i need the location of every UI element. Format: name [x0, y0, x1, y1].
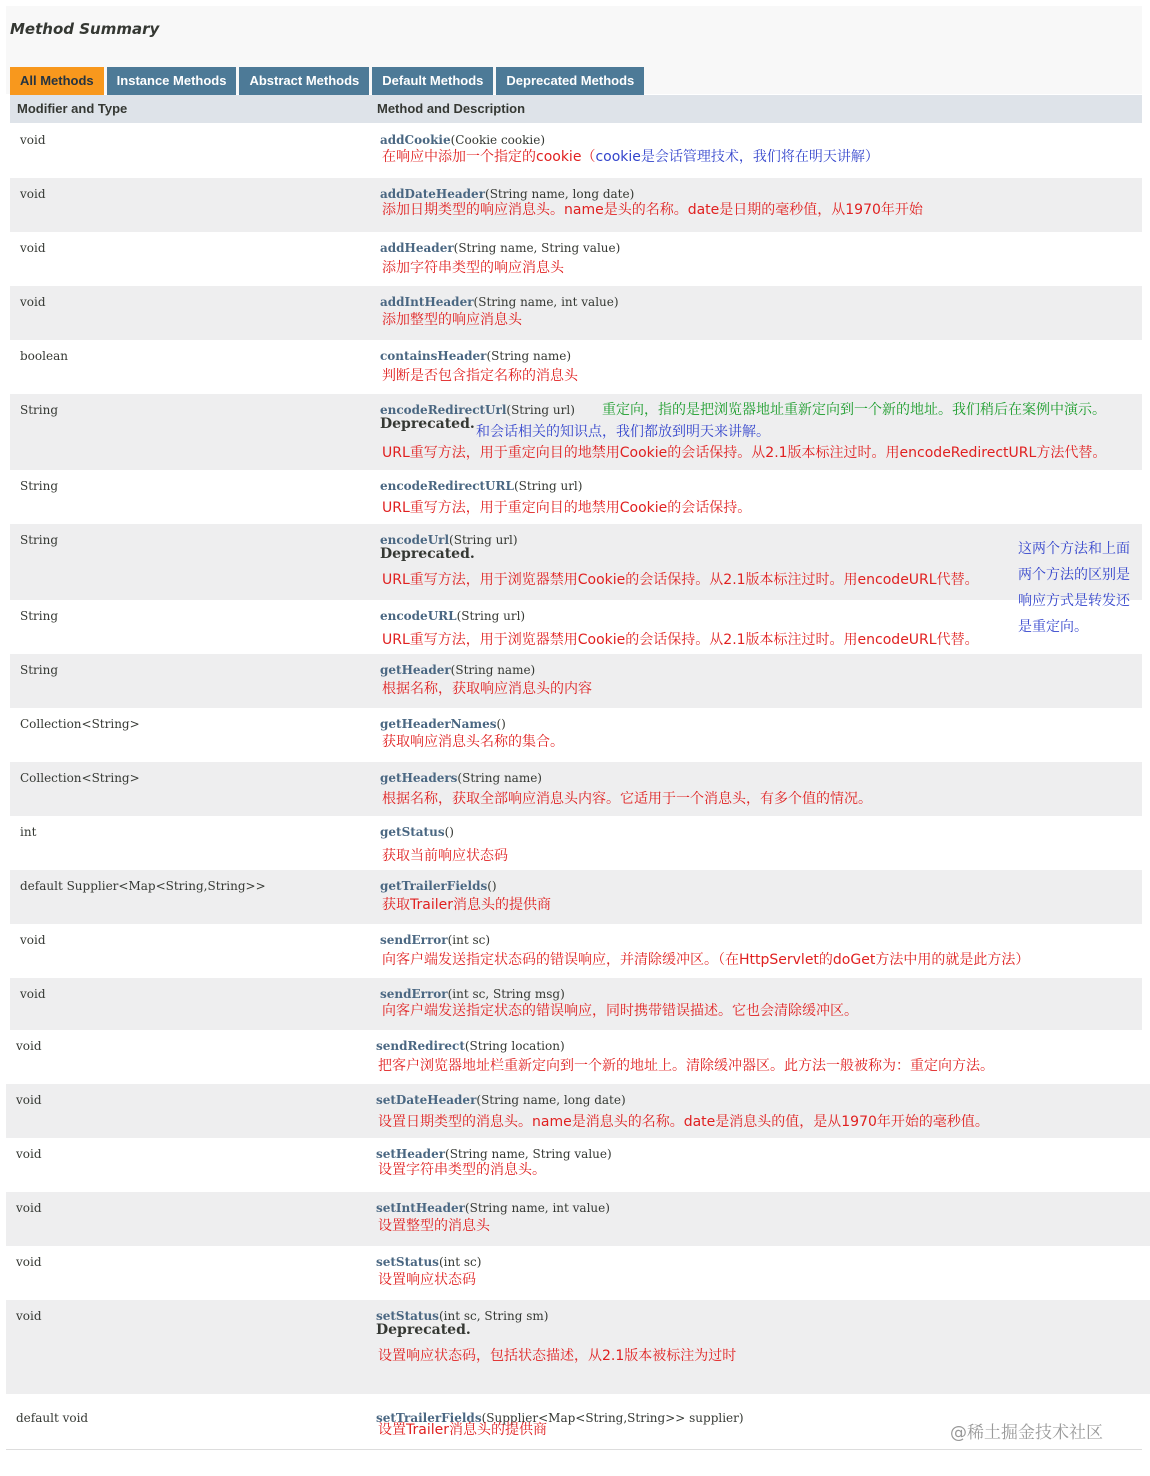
table-row [10, 178, 1142, 232]
method-description [378, 1419, 547, 1439]
method-params: () [444, 825, 454, 839]
method-name-link[interactable]: setTrailerFields [376, 1411, 482, 1425]
description-text: 设置响应状态码 [378, 1272, 476, 1288]
modifier-type: default void [16, 1411, 89, 1425]
table-row [6, 1084, 1150, 1138]
method-description [382, 309, 522, 329]
table-row [10, 654, 1142, 708]
method-description [378, 1215, 490, 1235]
method-params: (String name, String value) [445, 1147, 612, 1161]
method-name-link[interactable]: addIntHeader [380, 295, 474, 309]
method-name-link[interactable]: sendError [380, 987, 448, 1001]
method-description [382, 788, 872, 808]
description-text: 在响应中添加一个指定的cookie（ [382, 149, 596, 165]
method-signature [380, 825, 454, 839]
method-signature [380, 479, 582, 493]
method-params: (String name, String value) [453, 241, 621, 255]
method-signature [380, 295, 619, 309]
description-text: URL重写方法，用于重定向目的地禁用Cookie的会话保持。从2.1版本标注过时。用encodeRedirectURL方法代替。 [382, 445, 1107, 461]
modifier-type: void [20, 987, 46, 1001]
annotation-redirect-note: 重定向，指的是把浏览器地址重新定向到一个新的地址。我们稍后在案例中演示。 [602, 402, 1106, 418]
tab-abstract-methods[interactable]: Abstract Methods [239, 67, 369, 95]
method-description [382, 569, 979, 589]
description-text: 判断是否包含指定名称的消息头 [382, 368, 578, 384]
method-description [382, 678, 592, 698]
method-description [378, 1159, 546, 1179]
method-params: (String name) [457, 771, 542, 785]
method-description [382, 497, 751, 517]
method-params: (String name, long date) [485, 187, 635, 201]
method-description [378, 1111, 989, 1131]
modifier-type: boolean [20, 349, 68, 363]
tab-all-methods[interactable]: All Methods [10, 67, 104, 95]
method-name-link[interactable]: addDateHeader [380, 187, 486, 201]
description-text: 向客户端发送指定状态码的错误响应，并清除缓冲区。（在HttpServlet的doGet方法中用的就是此方法） [382, 952, 1030, 968]
page-title: Method Summary [10, 20, 160, 38]
method-signature [380, 879, 497, 893]
modifier-type: void [20, 295, 46, 309]
method-description [382, 146, 879, 166]
modifier-type: Collection<String> [20, 717, 140, 731]
method-params: (Cookie cookie) [450, 133, 546, 147]
table-row [10, 708, 1142, 762]
method-description [382, 731, 564, 751]
method-params: (String location) [464, 1039, 565, 1053]
modifier-type: void [20, 133, 46, 147]
method-description [382, 442, 1106, 462]
method-params: (String name) [450, 663, 536, 677]
method-description [378, 1055, 994, 1075]
column-header-modifier: Modifier and Type [17, 101, 128, 116]
table-row [10, 870, 1142, 924]
method-name-link[interactable]: setStatus [376, 1309, 439, 1323]
table-bottom-border [6, 1449, 1142, 1450]
method-signature [376, 1255, 481, 1269]
method-description [382, 894, 551, 914]
method-params: (String url) [456, 609, 526, 623]
method-name-link[interactable]: addHeader [380, 241, 454, 255]
tab-deprecated-methods[interactable]: Deprecated Methods [496, 67, 644, 95]
method-name-link[interactable]: setIntHeader [376, 1201, 465, 1215]
table-row [10, 762, 1142, 816]
method-name-link[interactable]: encodeRedirectUrl [380, 403, 507, 417]
description-text: 添加字符串类型的响应消息头 [382, 260, 564, 276]
description-text: 设置字符串类型的消息头。 [378, 1162, 546, 1178]
modifier-type: void [16, 1255, 42, 1269]
side-annotation: 这两个方法和上面两个方法的区别是响应方式是转发还是重定向。 [1018, 541, 1130, 635]
method-signature [380, 609, 525, 623]
method-name-link[interactable]: encodeURL [380, 609, 457, 623]
method-name-link[interactable]: getHeaderNames [380, 717, 497, 731]
description-text: 添加日期类型的响应消息头。name是头的名称。date是日期的毫秒值，从1970年开始 [382, 202, 923, 218]
table-row [10, 340, 1142, 394]
method-params: (String name, long date) [476, 1093, 626, 1107]
method-signature [380, 771, 542, 785]
description-text: 获取当前响应状态码 [382, 848, 508, 864]
method-name-link[interactable]: getTrailerFields [380, 879, 488, 893]
description-text: URL重写方法，用于浏览器禁用Cookie的会话保持。从2.1版本标注过时。用encodeURL代替。 [382, 572, 979, 588]
method-description [382, 365, 578, 385]
description-text: 添加整型的响应消息头 [382, 312, 522, 328]
method-name-link[interactable]: setStatus [376, 1255, 439, 1269]
method-name-link[interactable]: getHeader [380, 663, 451, 677]
method-name-link[interactable]: setHeader [376, 1147, 446, 1161]
method-name-link[interactable]: getHeaders [380, 771, 458, 785]
method-signature [380, 933, 490, 947]
method-params: (int sc) [438, 1255, 482, 1269]
method-description [378, 1345, 736, 1365]
table-row [6, 1300, 1150, 1394]
method-signature [376, 1093, 626, 1107]
description-text: 设置响应状态码，包括状态描述，从2.1版本被标注为过时 [378, 1348, 737, 1364]
table-row [10, 124, 1142, 178]
method-description [382, 845, 508, 865]
method-signature [376, 1309, 548, 1323]
deprecated-label: Deprecated. [380, 416, 475, 432]
method-description [382, 257, 564, 277]
modifier-type: String [20, 663, 59, 677]
modifier-type: void [16, 1093, 42, 1107]
description-text: URL重写方法，用于浏览器禁用Cookie的会话保持。从2.1版本标注过时。用encodeURL代替。 [382, 632, 979, 648]
method-signature [380, 133, 545, 147]
table-row [6, 1246, 1150, 1300]
table-row [10, 816, 1142, 870]
method-signature [380, 349, 571, 363]
deprecated-label: Deprecated. [380, 546, 475, 562]
modifier-type: void [16, 1309, 42, 1323]
table-row [6, 1030, 1150, 1084]
method-filter-tabs [10, 67, 644, 95]
method-description [382, 199, 923, 219]
description-text: 获取响应消息头名称的集合。 [382, 734, 564, 750]
table-header [10, 95, 1142, 123]
description-text: 向客户端发送指定状态的错误响应，同时携带错误描述。它也会清除缓冲区。 [382, 1003, 858, 1019]
table-row [10, 524, 1142, 600]
description-text: URL重写方法，用于重定向目的地禁用Cookie的会话保持。 [382, 500, 752, 516]
modifier-type: void [16, 1039, 42, 1053]
description-text: 把客户浏览器地址栏重新定向到一个新的地址上。清除缓冲器区。此方法一般被称为：重定向方法。 [378, 1058, 994, 1074]
method-name-link[interactable]: sendError [380, 933, 448, 947]
method-params: (int sc) [447, 933, 491, 947]
description-text: 设置日期类型的消息头。name是消息头的名称。date是消息头的值，是从1970年开始的毫秒值。 [378, 1114, 989, 1130]
modifier-type: void [20, 187, 46, 201]
summary-header [6, 6, 1142, 94]
method-signature [380, 403, 575, 417]
method-description [378, 1269, 476, 1289]
modifier-type: default Supplier<Map<String,String>> [20, 879, 266, 893]
modifier-type: String [20, 403, 59, 417]
method-name-link[interactable]: setDateHeader [376, 1093, 477, 1107]
method-name-link[interactable]: encodeUrl [380, 533, 450, 547]
table-row [10, 924, 1142, 978]
method-name-link[interactable]: encodeRedirectURL [380, 479, 514, 493]
method-name-link[interactable]: containsHeader [380, 349, 487, 363]
table-row [10, 286, 1142, 340]
modifier-type: String [20, 609, 59, 623]
table-row [10, 394, 1142, 470]
method-params: (Supplier<Map<String,String>> supplier) [481, 1411, 744, 1425]
modifier-type: int [20, 825, 37, 839]
method-params: (String name) [486, 349, 572, 363]
modifier-type: Collection<String> [20, 771, 140, 785]
deprecated-label: Deprecated. [376, 1322, 471, 1338]
tab-instance-methods[interactable]: Instance Methods [107, 67, 237, 95]
method-params: (int sc, String msg) [447, 987, 565, 1001]
method-params: (String url) [513, 479, 583, 493]
method-signature [376, 1201, 610, 1215]
table-row [10, 232, 1142, 286]
modifier-type: void [16, 1147, 42, 1161]
method-params: () [487, 879, 497, 893]
method-params: (String name, int value) [464, 1201, 610, 1215]
description-text: 根据名称，获取响应消息头的内容 [382, 681, 592, 697]
modifier-type: void [16, 1201, 42, 1215]
table-row [10, 600, 1142, 654]
description-note: cookie是会话管理技术，我们将在明天讲解 [595, 149, 865, 165]
modifier-type: String [20, 479, 59, 493]
table-row [6, 1138, 1150, 1192]
description-text: 根据名称，获取全部响应消息头内容。它适用于一个消息头，有多个值的情况。 [382, 791, 872, 807]
method-description [382, 949, 1029, 969]
method-description [382, 629, 979, 649]
modifier-type: void [20, 933, 46, 947]
modifier-type: String [20, 533, 59, 547]
method-signature [380, 533, 518, 547]
method-params: () [496, 717, 506, 731]
method-signature [380, 717, 506, 731]
method-params: (int sc, String sm) [438, 1309, 549, 1323]
method-params: (String url) [506, 403, 575, 417]
table-row [10, 470, 1142, 524]
method-description [382, 1000, 858, 1020]
description-text: 设置整型的消息头 [378, 1218, 490, 1234]
method-params: (String url) [449, 533, 518, 547]
method-signature [380, 987, 565, 1001]
method-signature [380, 663, 535, 677]
column-header-method: Method and Description [377, 101, 526, 116]
table-row [6, 1192, 1150, 1246]
method-signature [380, 241, 620, 255]
description-note-tail: ） [864, 149, 879, 165]
method-name-link[interactable]: addCookie [380, 133, 451, 147]
annotation-session-note: 和会话相关的知识点，我们都放到明天来讲解。 [476, 424, 770, 440]
tab-default-methods[interactable]: Default Methods [372, 67, 493, 95]
modifier-type: void [20, 241, 46, 255]
watermark: @稀土掘金技术社区 [950, 1423, 1103, 1443]
description-text: 设置Trailer消息头的提供商 [378, 1422, 547, 1438]
description-text: 获取Trailer消息头的提供商 [382, 897, 551, 913]
table-row [10, 978, 1142, 1030]
method-name-link[interactable]: getStatus [380, 825, 445, 839]
method-name-link[interactable]: sendRedirect [376, 1039, 465, 1053]
method-params: (String name, int value) [473, 295, 619, 309]
method-signature [376, 1039, 565, 1053]
